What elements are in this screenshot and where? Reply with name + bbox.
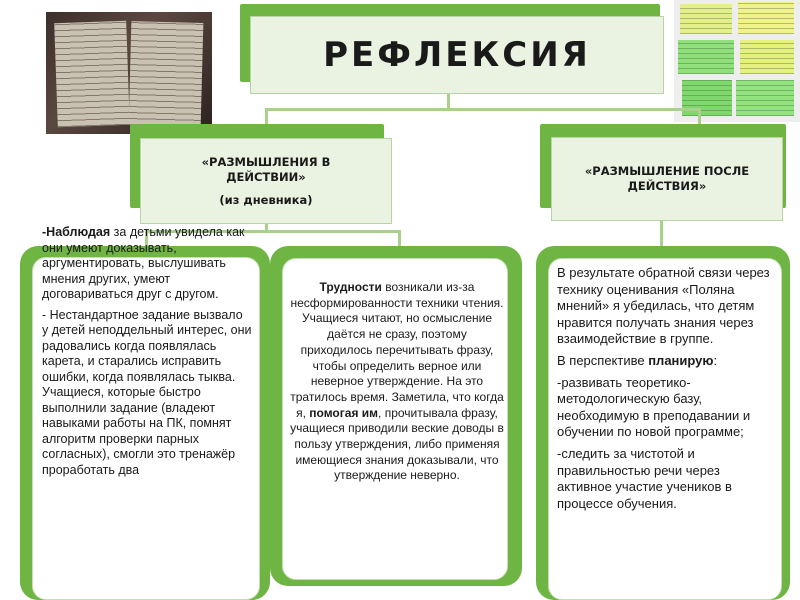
title-box (250, 16, 664, 94)
connector-line (265, 108, 700, 111)
middle-text-1: возникали из-за несформированности техники чтения. Учащиеся читают, но осмысление даётся не сразу, поэтому приходилось перечитывать фразу, чтобы определить верное или неверное утверждение. На это тратилось время. Заметила, что когда я, (290, 280, 504, 420)
sticky-note (678, 40, 734, 74)
sticky-note (740, 40, 794, 74)
plan-item-2: -следить за чистотой и правильностью речи через активное участие учеников в процессе обучения. (557, 445, 732, 511)
right-category-title: «РАЗМЫШЛЕНИЕ ПОСЛЕ ДЕЙСТВИЯ» (584, 164, 750, 193)
difficulties-keyword: Трудности (319, 280, 382, 294)
sticky-note (680, 4, 732, 34)
left-paragraph-2: - Нестандартное задание вызвало у детей неподдельный интерес, они радовались когда появлялась карета, и старались исправить ошибки, когда появлялась тыква. Учащиеся, которые быстро выполнили задание (владеют навыками работы на ПК, помнят алгоритм проверки парных согласных), смогли это тренажёр проработать два (42, 307, 252, 477)
left-category-title: «РАЗМЫШЛЕНИЯ В ДЕЙСТВИИ» (201, 154, 331, 184)
right-category-box (551, 137, 783, 221)
middle-text-2: , прочитывала фразу, учащиеся приводили веские доводы в пользу утверждения, либо применяя имеющиеся знания доказывали, что утверждение неверно. (290, 405, 504, 483)
page-title: РЕФЛЕКСИЯ (323, 35, 591, 75)
right-paragraph-1: В результате обратной связи через технику оценивания «Поляна мнений» я убедилась, что детям нравится получать знания через взаимодействие в группе. (557, 265, 770, 347)
feedback-board-photo (674, 0, 800, 122)
sticky-note (736, 80, 794, 116)
observation-keyword: -Наблюдая (42, 225, 111, 239)
plan-item-1: -развивать теоретико-методологическую базу, необходимую в преподавании и обучении по новой программе; (557, 374, 751, 440)
helping-keyword: помогая им (309, 405, 379, 420)
left-category-subtitle: (из дневника) (219, 192, 313, 207)
connector-line (660, 218, 663, 248)
plan-prefix: В перспективе (557, 352, 649, 368)
left-content-text (42, 225, 252, 483)
plan-suffix: : (713, 352, 718, 368)
diary-right-page (129, 21, 204, 127)
plan-keyword: планирую (648, 352, 714, 368)
diary-photo (46, 12, 212, 134)
left-category-box (140, 138, 392, 224)
diary-left-page (54, 21, 130, 127)
right-content-text (557, 265, 775, 517)
observation-text: за детьми увидела как они умеют доказывать, аргументировать, выслушивать мнения других, умеют договариваться друг с другом. (42, 225, 245, 301)
sticky-note (738, 2, 794, 34)
right-paragraph-2 (557, 353, 775, 370)
middle-content-text (290, 280, 504, 484)
